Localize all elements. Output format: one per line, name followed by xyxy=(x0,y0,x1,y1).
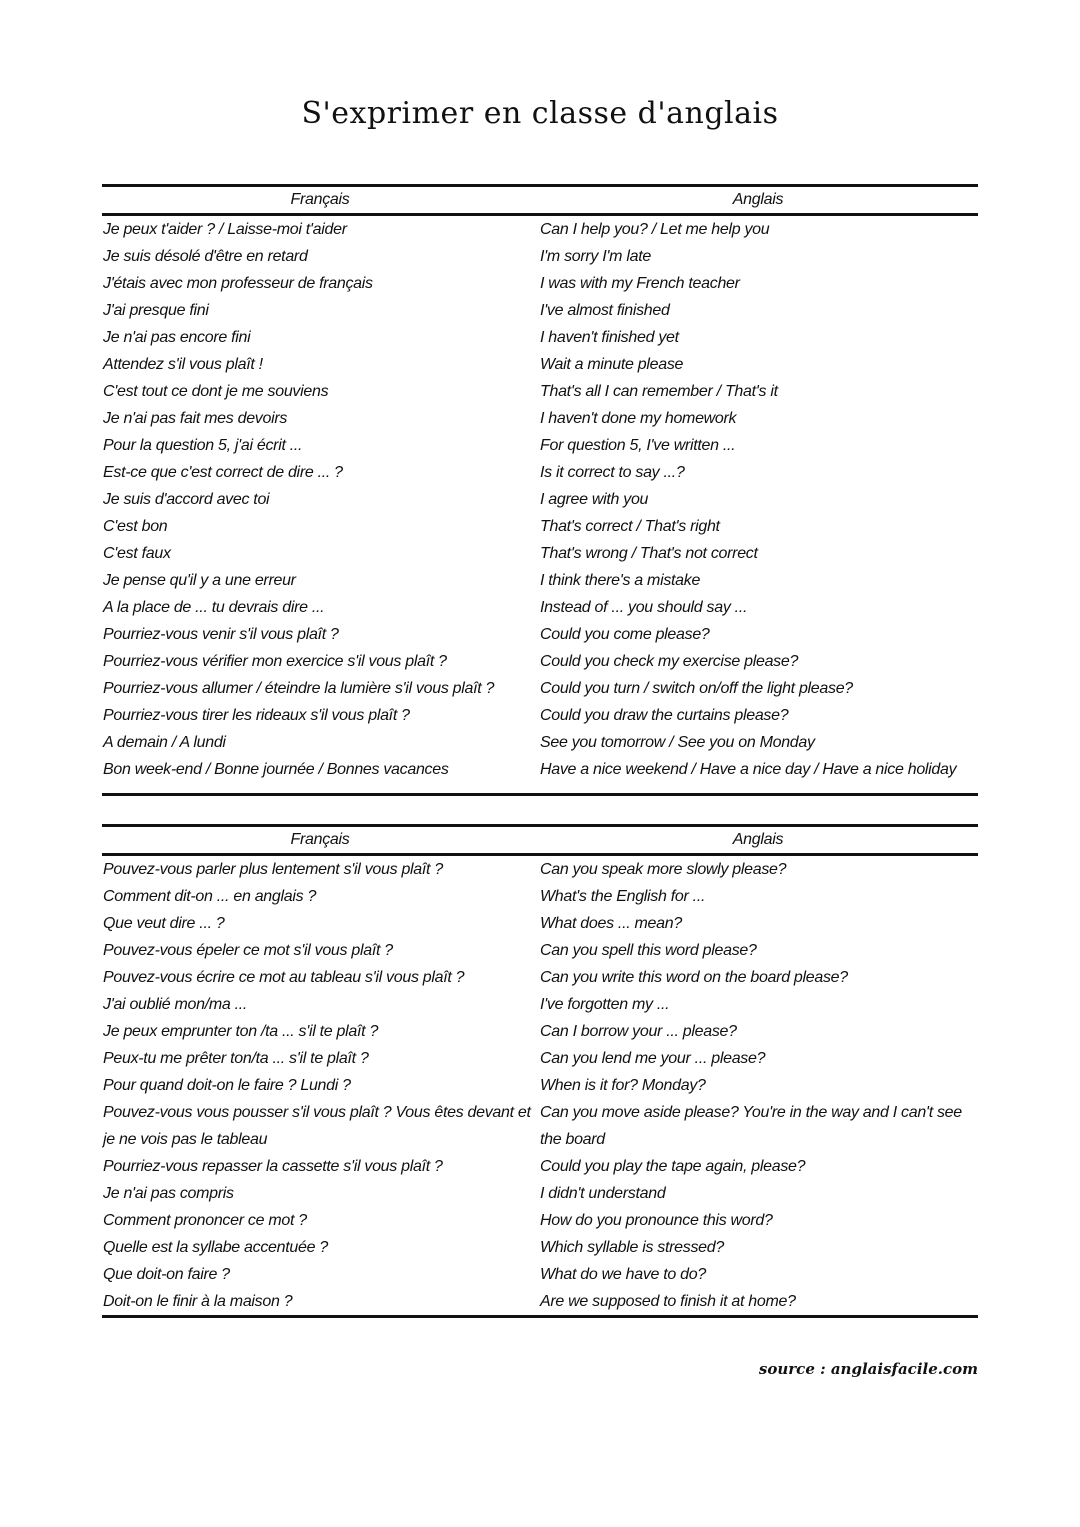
english-phrase: Could you come please? xyxy=(540,626,710,643)
english-phrase: Wait a minute please xyxy=(540,356,684,373)
table-row xyxy=(102,1072,978,1099)
table-row xyxy=(102,594,978,621)
french-phrase: Je peux t'aider ? / Laisse-moi t'aider xyxy=(103,221,347,238)
french-phrase: Pouvez-vous épeler ce mot s'il vous plaît ? xyxy=(103,942,393,959)
table-row xyxy=(102,855,978,884)
french-phrase: Pourriez-vous allumer / éteindre la lumière s'il vous plaît ? xyxy=(103,680,495,697)
french-phrase: Je n'ai pas encore fini xyxy=(103,329,251,346)
english-phrase: I've forgotten my ... xyxy=(540,996,670,1013)
table-row xyxy=(102,459,978,486)
french-phrase: Je pense qu'il y a une erreur xyxy=(103,572,296,589)
table-row xyxy=(102,1288,978,1315)
french-phrase: Pourriez-vous tirer les rideaux s'il vous plaît ? xyxy=(103,707,410,724)
table-row xyxy=(102,1261,978,1288)
english-phrase: Have a nice weekend / Have a nice day / Have a nice holiday xyxy=(540,761,957,778)
english-phrase: Can I borrow your ... please? xyxy=(540,1023,737,1040)
english-phrase: That's all I can remember / That's it xyxy=(540,383,778,400)
table-row xyxy=(102,1180,978,1207)
french-phrase: Que veut dire ... ? xyxy=(103,915,225,932)
english-phrase: Is it correct to say ...? xyxy=(540,464,685,481)
english-phrase: Could you draw the curtains please? xyxy=(540,707,789,724)
french-phrase: Que doit-on faire ? xyxy=(103,1266,230,1283)
english-phrase: What does ... mean? xyxy=(540,915,682,932)
english-phrase: Can you lend me your ... please? xyxy=(540,1050,766,1067)
english-phrase: I think there's a mistake xyxy=(540,572,701,589)
french-phrase: Pouvez-vous vous pousser s'il vous plaît ? Vous êtes devant et je ne vois pas le tableau xyxy=(103,1104,531,1148)
french-phrase: Pour la question 5, j'ai écrit ... xyxy=(103,437,303,454)
french-phrase: J'ai presque fini xyxy=(103,302,209,319)
table-row xyxy=(102,964,978,991)
source-credit: source : anglaisfacile.com xyxy=(758,1360,978,1378)
column-header-english: Anglais xyxy=(538,826,978,855)
french-phrase: J'ai oublié mon/ma ... xyxy=(103,996,248,1013)
english-phrase: I agree with you xyxy=(540,491,649,508)
english-phrase: I was with my French teacher xyxy=(540,275,740,292)
table-header-row xyxy=(102,186,978,215)
english-phrase: Can you speak more slowly please? xyxy=(540,861,787,878)
english-phrase: Are we supposed to finish it at home? xyxy=(540,1293,796,1310)
english-phrase: Can you move aside please? You're in the way and I can't see the board xyxy=(540,1104,962,1148)
table-row xyxy=(102,702,978,729)
table-row xyxy=(102,937,978,964)
page-title: S'exprimer en classe d'anglais xyxy=(301,96,779,131)
english-phrase: I didn't understand xyxy=(540,1185,666,1202)
french-phrase: A demain / A lundi xyxy=(103,734,226,751)
column-header-french: Français xyxy=(102,826,538,855)
table-header-row xyxy=(102,826,978,855)
french-phrase: Doit-on le finir à la maison ? xyxy=(103,1293,293,1310)
french-phrase: Pouvez-vous parler plus lentement s'il vous plaît ? xyxy=(103,861,443,878)
english-phrase: Instead of ... you should say ... xyxy=(540,599,748,616)
french-phrase: Pouvez-vous écrire ce mot au tableau s'il vous plaît ? xyxy=(103,969,465,986)
table-bottom-rule xyxy=(102,1315,978,1317)
english-phrase: I've almost finished xyxy=(540,302,670,319)
english-phrase: When is it for? Monday? xyxy=(540,1077,706,1094)
french-phrase: Je n'ai pas fait mes devoirs xyxy=(103,410,288,427)
english-phrase: I haven't done my homework xyxy=(540,410,737,427)
french-phrase: C'est bon xyxy=(103,518,168,535)
phrase-table-2 xyxy=(102,824,978,1318)
english-phrase: How do you pronounce this word? xyxy=(540,1212,773,1229)
table-row xyxy=(102,1207,978,1234)
french-phrase: A la place de ... tu devrais dire ... xyxy=(103,599,325,616)
french-phrase: Peux-tu me prêter ton/ta ... s'il te plaît ? xyxy=(103,1050,369,1067)
english-phrase: Can you write this word on the board please? xyxy=(540,969,848,986)
french-phrase: C'est tout ce dont je me souviens xyxy=(103,383,329,400)
french-phrase: Attendez s'il vous plaît ! xyxy=(103,356,263,373)
table-row xyxy=(102,991,978,1018)
table-row xyxy=(102,243,978,270)
french-phrase: Bon week-end / Bonne journée / Bonnes vacances xyxy=(103,761,449,778)
table-row xyxy=(102,648,978,675)
table-row xyxy=(102,729,978,756)
french-phrase: Pourriez-vous venir s'il vous plaît ? xyxy=(103,626,339,643)
french-phrase: C'est faux xyxy=(103,545,171,562)
english-phrase: Could you check my exercise please? xyxy=(540,653,799,670)
table-bottom-rule xyxy=(102,783,978,795)
french-phrase: J'étais avec mon professeur de français xyxy=(103,275,373,292)
english-phrase: Which syllable is stressed? xyxy=(540,1239,724,1256)
french-phrase: Pourriez-vous vérifier mon exercice s'il vous plaît ? xyxy=(103,653,447,670)
table-row xyxy=(102,1018,978,1045)
french-phrase: Je n'ai pas compris xyxy=(103,1185,234,1202)
french-phrase: Je suis désolé d'être en retard xyxy=(103,248,308,265)
english-phrase: What do we have to do? xyxy=(540,1266,706,1283)
english-phrase: I'm sorry I'm late xyxy=(540,248,651,265)
table-row xyxy=(102,378,978,405)
table-row xyxy=(102,910,978,937)
column-header-french: Français xyxy=(102,186,538,215)
table-row xyxy=(102,756,978,783)
table-row xyxy=(102,1153,978,1180)
french-phrase: Comment prononcer ce mot ? xyxy=(103,1212,307,1229)
french-phrase: Pour quand doit-on le faire ? Lundi ? xyxy=(103,1077,351,1094)
table-row xyxy=(102,215,978,244)
english-phrase: Can I help you? / Let me help you xyxy=(540,221,770,238)
table-row xyxy=(102,1045,978,1072)
table-row xyxy=(102,540,978,567)
table-row xyxy=(102,486,978,513)
table-row xyxy=(102,883,978,910)
french-phrase: Je suis d'accord avec toi xyxy=(103,491,270,508)
table-row xyxy=(102,405,978,432)
table-row xyxy=(102,324,978,351)
table-row xyxy=(102,513,978,540)
table-row xyxy=(102,351,978,378)
english-phrase: Can you spell this word please? xyxy=(540,942,757,959)
phrase-table-1 xyxy=(102,184,978,796)
french-phrase: Comment dit-on ... en anglais ? xyxy=(103,888,317,905)
table-row xyxy=(102,567,978,594)
english-phrase: What's the English for ... xyxy=(540,888,706,905)
table-row xyxy=(102,1099,978,1153)
table-row xyxy=(102,297,978,324)
table-row xyxy=(102,675,978,702)
english-phrase: See you tomorrow / See you on Monday xyxy=(540,734,815,751)
english-phrase: Could you turn / switch on/off the light please? xyxy=(540,680,853,697)
french-phrase: Est-ce que c'est correct de dire ... ? xyxy=(103,464,343,481)
table-row xyxy=(102,432,978,459)
french-phrase: Pourriez-vous repasser la cassette s'il vous plaît ? xyxy=(103,1158,443,1175)
french-phrase: Quelle est la syllabe accentuée ? xyxy=(103,1239,328,1256)
english-phrase: For question 5, I've written ... xyxy=(540,437,736,454)
english-phrase: I haven't finished yet xyxy=(540,329,679,346)
french-phrase: Je peux emprunter ton /ta ... s'il te plaît ? xyxy=(103,1023,379,1040)
table-row xyxy=(102,1234,978,1261)
english-phrase: Could you play the tape again, please? xyxy=(540,1158,806,1175)
table-row xyxy=(102,270,978,297)
english-phrase: That's correct / That's right xyxy=(540,518,720,535)
column-header-english: Anglais xyxy=(538,186,978,215)
english-phrase: That's wrong / That's not correct xyxy=(540,545,758,562)
table-row xyxy=(102,621,978,648)
